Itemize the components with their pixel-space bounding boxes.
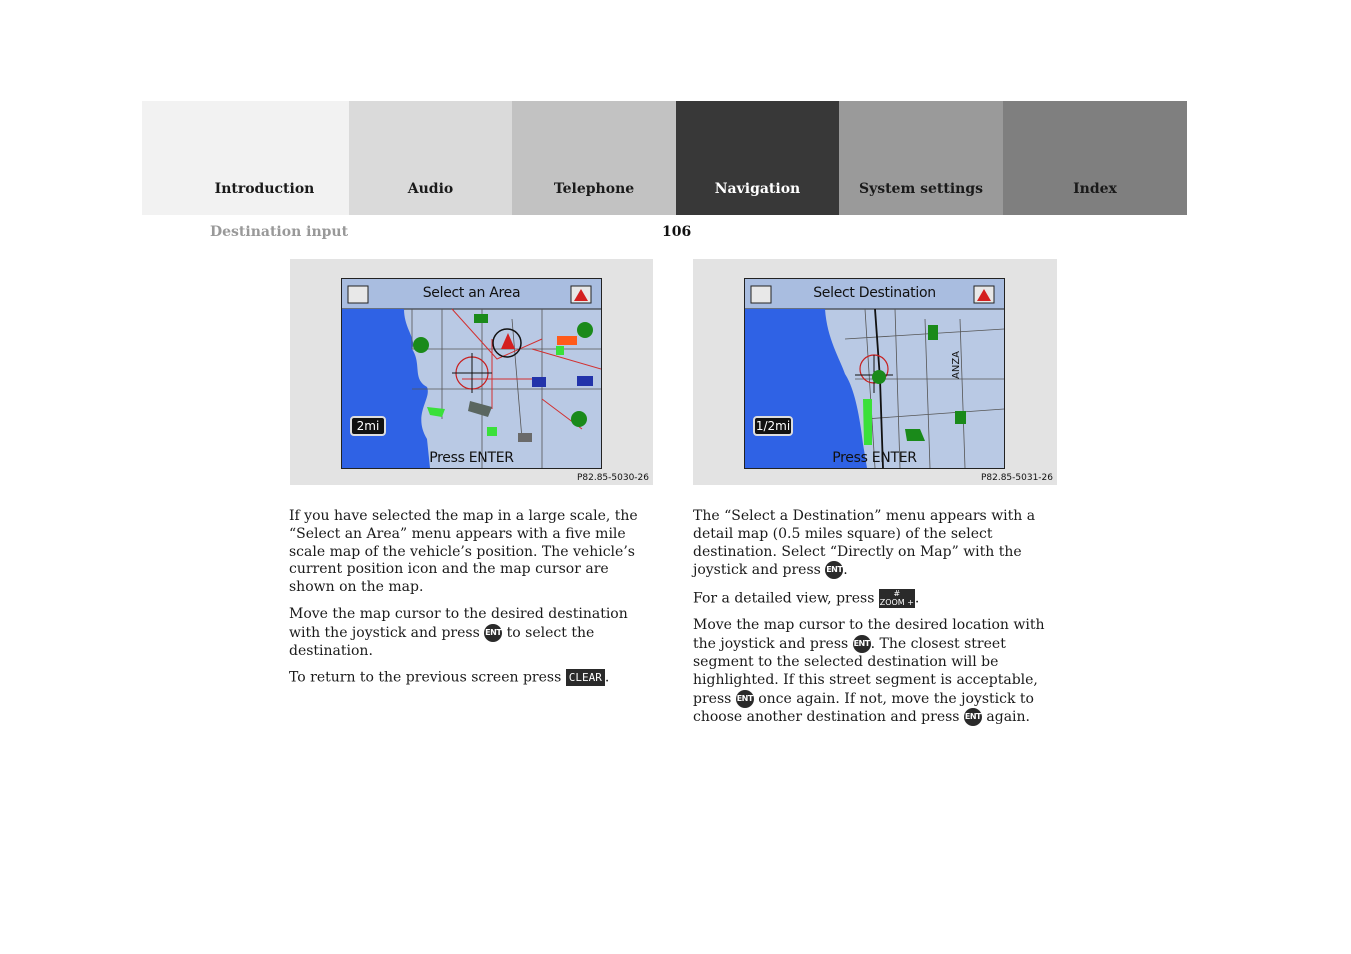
paragraph — [289, 669, 657, 687]
paragraph — [693, 617, 1059, 727]
ent-key-icon: ENT — [853, 635, 871, 653]
chapter-tabs — [142, 101, 1187, 215]
left-text-column — [289, 508, 657, 697]
tab-label: Introduction — [214, 181, 315, 197]
tab-system-settings[interactable] — [839, 101, 1003, 215]
paragraph: If you have selected the map in a large scale, the “Select an Area” menu appears with a five mile scale map of the vehicle’s position. The vehicle’s current position icon and the map cursor are shown on the map. — [289, 508, 638, 596]
ent-key-icon: ENT — [736, 690, 754, 708]
right-text-column — [693, 508, 1059, 736]
page-number: 106 — [662, 224, 692, 240]
text: Move the map cursor to the desired destination with the joystick and press — [289, 605, 628, 641]
street-label: ANZA — [951, 350, 962, 379]
zoom-plus-key-icon — [879, 589, 915, 608]
tab-label: Index — [1073, 181, 1117, 197]
nav-screen-select-area — [341, 278, 602, 469]
figure-select-area — [290, 259, 653, 485]
figure-code: P82.85-5030-26 — [576, 473, 649, 483]
scale-badge: 1/2mi — [753, 416, 793, 436]
tab-label: Telephone — [553, 181, 635, 197]
screen-prompt: Press ENTER — [429, 450, 514, 466]
paragraph — [289, 606, 657, 660]
figure-select-destination — [693, 259, 1057, 485]
tab-index[interactable] — [1003, 101, 1187, 215]
text: To return to the previous screen press — [289, 669, 566, 686]
section-title: Destination input — [210, 224, 349, 240]
ent-key-icon: ENT — [825, 561, 843, 579]
ent-key-icon: ENT — [964, 708, 982, 726]
ent-key-icon: ENT — [484, 624, 502, 642]
text: once again. If not, move the joystick to choose another destination and press — [693, 690, 1034, 726]
scale-badge: 2mi — [350, 416, 386, 436]
paragraph — [693, 508, 1059, 580]
text: Move the map cursor to the desired location with the joystick and press — [693, 617, 1045, 653]
tab-label: Navigation — [714, 181, 801, 197]
area-map-image — [342, 279, 601, 468]
text: . The closest street segment to the selected destination will be highlighted. If this street segment is acceptable, press — [693, 636, 1038, 707]
tab-telephone[interactable] — [512, 101, 676, 215]
clear-key-icon: CLEAR — [566, 669, 605, 686]
text: . — [843, 562, 848, 579]
text: again. — [981, 709, 1030, 726]
tab-introduction[interactable] — [142, 101, 349, 215]
text: For a detailed view, press — [693, 590, 879, 607]
text: The “Select a Destination” menu appears with a detail map (0.5 miles square) of the select destination. Select “Directly on Map” with the joystick and press — [693, 508, 1036, 579]
tab-navigation[interactable] — [676, 101, 839, 215]
figure-code: P82.85-5031-26 — [980, 473, 1053, 483]
paragraph — [693, 589, 1059, 608]
zoom-key-label: ZOOM + — [879, 598, 914, 608]
tab-label: System settings — [858, 181, 984, 197]
destination-map-image — [745, 279, 1004, 468]
screen-title: Select an Area — [422, 285, 521, 301]
tab-label: Audio — [407, 181, 454, 197]
screen-prompt: Press ENTER — [832, 450, 917, 466]
screen-title: Select Destination — [813, 285, 936, 301]
text: to select the destination. — [289, 624, 595, 659]
tab-audio[interactable] — [349, 101, 512, 215]
nav-screen-select-destination — [744, 278, 1005, 469]
text: . — [914, 590, 920, 607]
zoom-key-top: # — [893, 589, 901, 599]
text: . — [604, 669, 610, 686]
